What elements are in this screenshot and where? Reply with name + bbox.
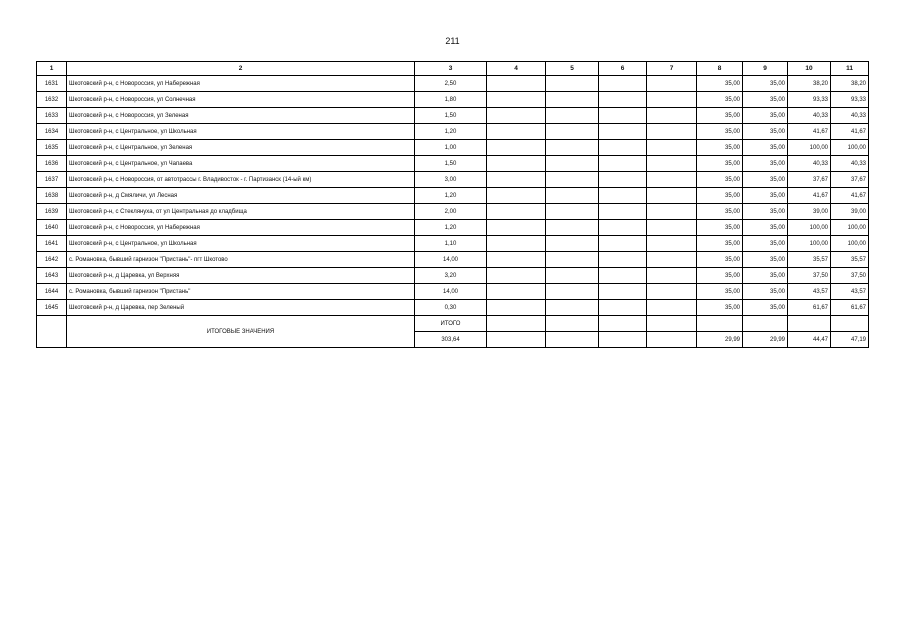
- cell-col-8: 35,00: [697, 108, 743, 124]
- cell-col-8: 35,00: [697, 76, 743, 92]
- table-row: [37, 172, 869, 188]
- cell-col-9: 35,00: [743, 124, 788, 140]
- col-header-10: 10: [788, 62, 831, 76]
- cell-col-5: [546, 156, 599, 172]
- cell-col-8: 35,00: [697, 204, 743, 220]
- cell-col-4: [487, 236, 546, 252]
- row-number: 1637: [37, 172, 67, 188]
- cell-col-10: 100,00: [788, 220, 831, 236]
- cell-col-3: 1,00: [415, 140, 487, 156]
- cell-col-8: 35,00: [697, 268, 743, 284]
- cell-col-11: 43,57: [831, 284, 869, 300]
- page-number: 211: [445, 36, 460, 46]
- cell-col-9: 35,00: [743, 108, 788, 124]
- road-name: с. Романовка, бывший гарнизон "Пристань": [67, 284, 415, 300]
- totals-label: ИТОГОВЫЕ ЗНАЧЕНИЯ: [67, 316, 415, 348]
- road-name: Шкотовский р-н, с Новороссия, ул Набережная: [67, 220, 415, 236]
- total-col-10: 44,47: [788, 332, 831, 348]
- total-col-8: 29,99: [697, 332, 743, 348]
- cell-col-10: 40,33: [788, 156, 831, 172]
- cell-col-4: [487, 124, 546, 140]
- row-number: 1639: [37, 204, 67, 220]
- table-row: [37, 284, 869, 300]
- cell-col-7: [647, 252, 697, 268]
- table-row: [37, 300, 869, 316]
- cell-col-8: 35,00: [697, 140, 743, 156]
- col-header-1: 1: [37, 62, 67, 76]
- totals-cell-7a: [647, 316, 697, 332]
- cell-col-7: [647, 300, 697, 316]
- cell-col-3: 1,20: [415, 220, 487, 236]
- cell-col-11: 100,00: [831, 140, 869, 156]
- table-row: [37, 220, 869, 236]
- cell-col-5: [546, 172, 599, 188]
- cell-col-11: 40,33: [831, 108, 869, 124]
- total-col-11: 47,19: [831, 332, 869, 348]
- road-name: Шкотовский р-н, с Новороссия, ул Зеленая: [67, 108, 415, 124]
- table-row: [37, 156, 869, 172]
- cell-col-5: [546, 252, 599, 268]
- col-header-4: 4: [487, 62, 546, 76]
- cell-col-9: 35,00: [743, 220, 788, 236]
- cell-col-10: 43,57: [788, 284, 831, 300]
- cell-col-3: 3,20: [415, 268, 487, 284]
- cell-col-9: 35,00: [743, 76, 788, 92]
- cell-col-4: [487, 268, 546, 284]
- cell-col-5: [546, 140, 599, 156]
- totals-cell-5a: [546, 316, 599, 332]
- cell-col-10: 41,67: [788, 124, 831, 140]
- cell-col-8: 35,00: [697, 188, 743, 204]
- cell-col-11: 61,67: [831, 300, 869, 316]
- cell-col-9: 35,00: [743, 140, 788, 156]
- total-col-5: [546, 332, 599, 348]
- road-name: Шкотовский р-н, с Центральное, ул Зеленая: [67, 140, 415, 156]
- table-row: [37, 188, 869, 204]
- row-number: 1635: [37, 140, 67, 156]
- cell-col-4: [487, 220, 546, 236]
- table-row: [37, 124, 869, 140]
- cell-col-11: 41,67: [831, 124, 869, 140]
- cell-col-10: 93,33: [788, 92, 831, 108]
- cell-col-9: 35,00: [743, 172, 788, 188]
- row-number: 1641: [37, 236, 67, 252]
- cell-col-7: [647, 172, 697, 188]
- cell-col-3: 14,00: [415, 284, 487, 300]
- cell-col-7: [647, 284, 697, 300]
- cell-col-6: [599, 284, 647, 300]
- table-row: [37, 108, 869, 124]
- cell-col-6: [599, 204, 647, 220]
- cell-col-11: 35,57: [831, 252, 869, 268]
- total-col-9: 29,99: [743, 332, 788, 348]
- cell-col-7: [647, 188, 697, 204]
- col-header-7: 7: [647, 62, 697, 76]
- road-name: с. Романовка, бывший гарнизон "Пристань"- пгт Шкотово: [67, 252, 415, 268]
- cell-col-11: 39,00: [831, 204, 869, 220]
- totals-cell-10a: [788, 316, 831, 332]
- cell-col-10: 39,00: [788, 204, 831, 220]
- totals-cell-4a: [487, 316, 546, 332]
- cell-col-4: [487, 172, 546, 188]
- col-header-11: 11: [831, 62, 869, 76]
- table-row: [37, 268, 869, 284]
- row-number: 1644: [37, 284, 67, 300]
- road-name: Шкотовский р-н, с Новороссия, ул Солнечная: [67, 92, 415, 108]
- totals-empty-cell: [37, 316, 67, 348]
- data-table: [36, 61, 869, 348]
- cell-col-5: [546, 92, 599, 108]
- cell-col-4: [487, 156, 546, 172]
- itogo-label: ИТОГО: [415, 316, 487, 332]
- row-number: 1642: [37, 252, 67, 268]
- col-header-3: 3: [415, 62, 487, 76]
- cell-col-4: [487, 284, 546, 300]
- cell-col-10: 100,00: [788, 140, 831, 156]
- cell-col-4: [487, 252, 546, 268]
- cell-col-3: 2,50: [415, 76, 487, 92]
- row-number: 1634: [37, 124, 67, 140]
- cell-col-5: [546, 204, 599, 220]
- cell-col-9: 35,00: [743, 204, 788, 220]
- cell-col-11: 40,33: [831, 156, 869, 172]
- cell-col-7: [647, 124, 697, 140]
- col-header-8: 8: [697, 62, 743, 76]
- cell-col-4: [487, 188, 546, 204]
- cell-col-11: 37,50: [831, 268, 869, 284]
- cell-col-10: 37,50: [788, 268, 831, 284]
- cell-col-7: [647, 268, 697, 284]
- road-name: Шкотовский р-н, с Центральное, ул Чапаева: [67, 156, 415, 172]
- cell-col-8: 35,00: [697, 156, 743, 172]
- cell-col-9: 35,00: [743, 268, 788, 284]
- cell-col-4: [487, 300, 546, 316]
- cell-col-4: [487, 92, 546, 108]
- cell-col-6: [599, 108, 647, 124]
- cell-col-8: 35,00: [697, 300, 743, 316]
- cell-col-9: 35,00: [743, 252, 788, 268]
- table-row: [37, 76, 869, 92]
- col-header-6: 6: [599, 62, 647, 76]
- cell-col-5: [546, 124, 599, 140]
- cell-col-9: 35,00: [743, 188, 788, 204]
- cell-col-9: 35,00: [743, 284, 788, 300]
- totals-row-label: [37, 316, 869, 332]
- cell-col-7: [647, 220, 697, 236]
- road-name: Шкотовский р-н, с Новороссия, ул Набережная: [67, 76, 415, 92]
- row-number: 1640: [37, 220, 67, 236]
- row-number: 1645: [37, 300, 67, 316]
- cell-col-8: 35,00: [697, 252, 743, 268]
- cell-col-5: [546, 188, 599, 204]
- header-row: [37, 62, 869, 76]
- cell-col-6: [599, 252, 647, 268]
- col-header-9: 9: [743, 62, 788, 76]
- cell-col-10: 41,67: [788, 188, 831, 204]
- col-header-5: 5: [546, 62, 599, 76]
- cell-col-5: [546, 220, 599, 236]
- cell-col-4: [487, 108, 546, 124]
- cell-col-8: 35,00: [697, 284, 743, 300]
- cell-col-3: 14,00: [415, 252, 487, 268]
- table-row: [37, 236, 869, 252]
- cell-col-6: [599, 300, 647, 316]
- cell-col-4: [487, 204, 546, 220]
- cell-col-3: 2,00: [415, 204, 487, 220]
- cell-col-10: 61,67: [788, 300, 831, 316]
- cell-col-5: [546, 76, 599, 92]
- cell-col-6: [599, 76, 647, 92]
- cell-col-7: [647, 76, 697, 92]
- total-col-3: 303,64: [415, 332, 487, 348]
- cell-col-6: [599, 268, 647, 284]
- row-number: 1632: [37, 92, 67, 108]
- cell-col-9: 35,00: [743, 300, 788, 316]
- totals-cell-11a: [831, 316, 869, 332]
- cell-col-8: 35,00: [697, 172, 743, 188]
- cell-col-11: 38,20: [831, 76, 869, 92]
- cell-col-5: [546, 108, 599, 124]
- row-number: 1636: [37, 156, 67, 172]
- table-row: [37, 92, 869, 108]
- cell-col-6: [599, 140, 647, 156]
- cell-col-6: [599, 236, 647, 252]
- cell-col-3: 1,80: [415, 92, 487, 108]
- road-name: Шкотовский р-н, с Новороссия, от автотрассы г. Владивосток - г. Партизанск (14-ый км): [67, 172, 415, 188]
- total-col-7: [647, 332, 697, 348]
- cell-col-6: [599, 220, 647, 236]
- cell-col-8: 35,00: [697, 92, 743, 108]
- cell-col-7: [647, 108, 697, 124]
- road-name: Шкотовский р-н, с Стеклянуха, от ул Центральная до кладбища: [67, 204, 415, 220]
- cell-col-10: 38,20: [788, 76, 831, 92]
- cell-col-8: 35,00: [697, 220, 743, 236]
- cell-col-11: 93,33: [831, 92, 869, 108]
- cell-col-11: 41,67: [831, 188, 869, 204]
- row-number: 1633: [37, 108, 67, 124]
- road-name: Шкотовский р-н, д Смяличи, ул Лесная: [67, 188, 415, 204]
- cell-col-11: 37,67: [831, 172, 869, 188]
- cell-col-3: 0,30: [415, 300, 487, 316]
- cell-col-6: [599, 172, 647, 188]
- totals-cell-9a: [743, 316, 788, 332]
- cell-col-9: 35,00: [743, 156, 788, 172]
- row-number: 1643: [37, 268, 67, 284]
- cell-col-3: 1,50: [415, 156, 487, 172]
- cell-col-7: [647, 156, 697, 172]
- row-number: 1631: [37, 76, 67, 92]
- cell-col-3: 3,00: [415, 172, 487, 188]
- cell-col-9: 35,00: [743, 236, 788, 252]
- cell-col-4: [487, 140, 546, 156]
- table-body: [37, 76, 869, 348]
- cell-col-8: 35,00: [697, 236, 743, 252]
- road-name: Шкотовский р-н, д Царевка, ул Верхняя: [67, 268, 415, 284]
- cell-col-7: [647, 204, 697, 220]
- cell-col-6: [599, 156, 647, 172]
- table-row: [37, 252, 869, 268]
- cell-col-3: 1,20: [415, 188, 487, 204]
- road-name: Шкотовский р-н, с Центральное, ул Школьная: [67, 124, 415, 140]
- totals-cell-6a: [599, 316, 647, 332]
- cell-col-9: 35,00: [743, 92, 788, 108]
- cell-col-10: 40,33: [788, 108, 831, 124]
- road-name: Шкотовский р-н, с Центральное, ул Школьная: [67, 236, 415, 252]
- cell-col-10: 35,57: [788, 252, 831, 268]
- total-col-6: [599, 332, 647, 348]
- cell-col-5: [546, 268, 599, 284]
- cell-col-10: 37,67: [788, 172, 831, 188]
- cell-col-7: [647, 236, 697, 252]
- table-row: [37, 204, 869, 220]
- total-col-4: [487, 332, 546, 348]
- cell-col-3: 1,50: [415, 108, 487, 124]
- cell-col-5: [546, 300, 599, 316]
- cell-col-6: [599, 92, 647, 108]
- table-row: [37, 140, 869, 156]
- cell-col-11: 100,00: [831, 236, 869, 252]
- cell-col-8: 35,00: [697, 124, 743, 140]
- cell-col-3: 1,10: [415, 236, 487, 252]
- cell-col-5: [546, 236, 599, 252]
- road-name: Шкотовский р-н, д Царевка, пер Зеленый: [67, 300, 415, 316]
- cell-col-7: [647, 140, 697, 156]
- totals-cell-8a: [697, 316, 743, 332]
- col-header-2: 2: [67, 62, 415, 76]
- cell-col-11: 100,00: [831, 220, 869, 236]
- cell-col-7: [647, 92, 697, 108]
- cell-col-6: [599, 124, 647, 140]
- cell-col-6: [599, 188, 647, 204]
- cell-col-4: [487, 76, 546, 92]
- cell-col-3: 1,20: [415, 124, 487, 140]
- cell-col-10: 100,00: [788, 236, 831, 252]
- cell-col-5: [546, 284, 599, 300]
- row-number: 1638: [37, 188, 67, 204]
